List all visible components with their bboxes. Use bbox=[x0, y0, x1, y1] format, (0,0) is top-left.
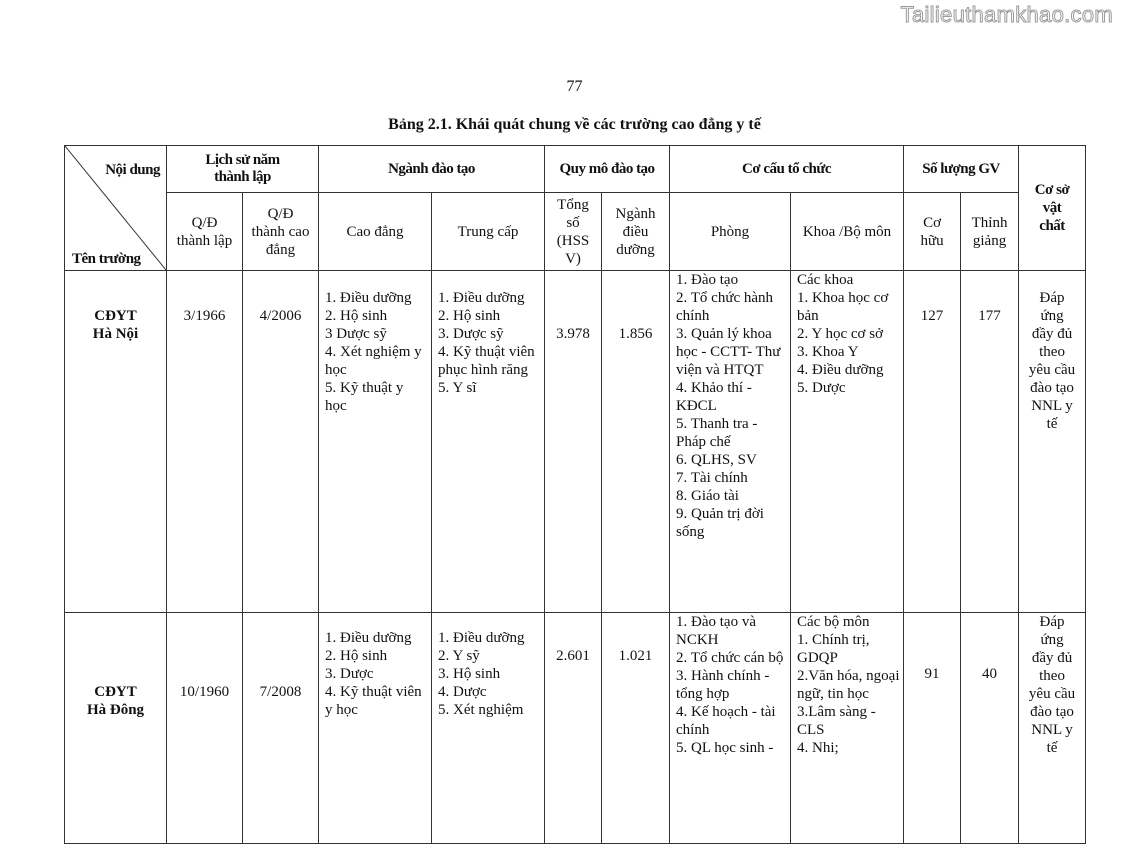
list-line: ứng bbox=[1040, 632, 1064, 648]
trung-cap-header: Trung cấp bbox=[432, 193, 545, 271]
co-so-vat-chat-header bbox=[1019, 146, 1086, 271]
list-line: 5. Dược bbox=[797, 380, 846, 396]
list-line: CĐYT bbox=[94, 308, 137, 324]
list-line: điều bbox=[622, 223, 649, 240]
list-line: tế bbox=[1046, 740, 1058, 756]
list-line: Q/Đ bbox=[191, 214, 218, 231]
cao-dang-list bbox=[319, 271, 432, 613]
list-line: 5. Xét nghiệm bbox=[438, 702, 524, 718]
phong-list bbox=[670, 271, 791, 613]
thinh-giang-value: 177 bbox=[961, 271, 1019, 613]
list-line: chất bbox=[1039, 218, 1065, 234]
list-line: ứng bbox=[1040, 308, 1064, 324]
list-line: 1. Điều dưỡng bbox=[438, 290, 525, 306]
list-line: dưỡng bbox=[616, 241, 655, 258]
list-line: Các khoa bbox=[797, 272, 854, 288]
list-line: 4. Kế hoạch - tài chính bbox=[676, 704, 776, 738]
list-line: 2. Tổ chức cán bộ bbox=[676, 650, 784, 666]
list-line: đào tạo bbox=[1030, 380, 1074, 396]
list-line: NNL y bbox=[1031, 722, 1073, 738]
list-line: CĐYT bbox=[94, 684, 137, 700]
list-line: 4. Kỹ thuật viên phục hình răng bbox=[438, 344, 535, 378]
cao-dang-list bbox=[319, 613, 432, 844]
list-line: 4. Khảo thí - KĐCL bbox=[676, 380, 752, 414]
list-line: đầy đủ bbox=[1031, 650, 1073, 666]
list-line: 2. Hộ sinh bbox=[325, 308, 388, 324]
list-line: Hà Nội bbox=[92, 326, 139, 342]
list-line: Đáp bbox=[1039, 614, 1065, 630]
list-line: yêu cầu bbox=[1028, 362, 1076, 378]
list-line: vật bbox=[1042, 200, 1062, 216]
tong-so-header bbox=[545, 193, 602, 271]
list-line: 4. Xét nghiệm y học bbox=[325, 344, 422, 378]
nganh-dao-tao-header: Ngành đào tạo bbox=[319, 146, 545, 193]
qd-cao-dang-header bbox=[243, 193, 319, 271]
qd-cao-dang-value: 7/2008 bbox=[243, 613, 319, 844]
school-name bbox=[65, 613, 167, 844]
list-line: 1. Điều dưỡng bbox=[438, 630, 525, 646]
list-line: 3. Hộ sinh bbox=[438, 666, 501, 682]
cao-dang-header: Cao đẳng bbox=[319, 193, 432, 271]
ten-truong-label: Tên trường bbox=[72, 251, 141, 267]
list-line: Ngành bbox=[615, 205, 656, 222]
list-line: hữu bbox=[920, 232, 944, 249]
list-line: Tổng bbox=[557, 196, 589, 213]
co-so-value bbox=[1019, 613, 1086, 844]
list-line: 1. Điều dưỡng bbox=[325, 630, 412, 646]
so-luong-gv-header: Số lượng GV bbox=[904, 146, 1019, 193]
watermark: Tailieuthamkhao.com bbox=[900, 2, 1113, 27]
list-line: 4. Kỹ thuật viên y học bbox=[325, 684, 422, 718]
school-name bbox=[65, 271, 167, 613]
co-cau-header: Cơ cấu tổ chức bbox=[670, 146, 904, 193]
list-line: 4. Nhi; bbox=[797, 740, 839, 756]
list-line: số bbox=[566, 214, 580, 231]
list-line: 4. Dược bbox=[438, 684, 487, 700]
quy-mo-header: Quy mô đào tạo bbox=[545, 146, 670, 193]
list-line: đầy đủ bbox=[1031, 326, 1073, 342]
tong-so-value: 3.978 bbox=[545, 271, 602, 613]
thinh-giang-header bbox=[961, 193, 1019, 271]
list-line: Cơ sở bbox=[1034, 182, 1070, 198]
list-line: 5. QL học sinh - bbox=[676, 740, 774, 756]
khoa-bo-mon-header: Khoa /Bộ môn bbox=[791, 193, 904, 271]
list-line: 1. Chính trị, GDQP bbox=[797, 632, 870, 666]
trung-cap-list bbox=[432, 613, 545, 844]
list-line: 2. Hộ sinh bbox=[438, 308, 501, 324]
table-row bbox=[65, 271, 1086, 613]
list-line: NNL y bbox=[1031, 398, 1073, 414]
list-line: Đáp bbox=[1039, 290, 1065, 306]
list-line: 1. Khoa học cơ bản bbox=[797, 290, 889, 324]
list-line: 3. Dược sỹ bbox=[438, 326, 504, 342]
noi-dung-label: Nội dung bbox=[105, 162, 160, 178]
list-line: 5. Kỹ thuật y học bbox=[325, 380, 404, 414]
list-line: 5. Y sĩ bbox=[438, 380, 477, 396]
list-line: 1. Đào tạo và NCKH bbox=[676, 614, 756, 648]
list-line: 2. Y học cơ sở bbox=[797, 326, 884, 342]
qd-thanh-lap-header bbox=[167, 193, 243, 271]
table-caption: Bảng 2.1. Khái quát chung về các trường cao đẳng y tế bbox=[388, 116, 761, 133]
list-line: theo bbox=[1039, 668, 1065, 684]
list-line: Cơ bbox=[923, 214, 941, 231]
co-huu-value: 127 bbox=[904, 271, 961, 613]
list-line: (HSS bbox=[556, 232, 590, 249]
list-line: 1. Điều dưỡng bbox=[325, 290, 412, 306]
list-line: 2. Hộ sinh bbox=[325, 648, 388, 664]
list-line: đẳng bbox=[265, 241, 296, 258]
phong-header: Phòng bbox=[670, 193, 791, 271]
list-line: tế bbox=[1046, 416, 1058, 432]
dieu-duong-value: 1.021 bbox=[602, 613, 670, 844]
dieu-duong-value: 1.856 bbox=[602, 271, 670, 613]
list-line: 9. Quản trị đời sống bbox=[676, 506, 764, 540]
list-line: đào tạo bbox=[1030, 704, 1074, 720]
list-line: 1. Đào tạo bbox=[676, 272, 739, 288]
list-line: Q/Đ bbox=[267, 205, 294, 222]
khoa-list bbox=[791, 271, 904, 613]
list-line: 6. QLHS, SV bbox=[676, 452, 757, 468]
list-line: 2. Y sỹ bbox=[438, 648, 480, 664]
nganh-dieu-duong-header bbox=[602, 193, 670, 271]
qd-thanh-lap-value: 3/1966 bbox=[167, 271, 243, 613]
list-line: thành lập bbox=[176, 232, 233, 249]
co-huu-header bbox=[904, 193, 961, 271]
list-line: 4. Điều dưỡng bbox=[797, 362, 884, 378]
list-line: 2.Văn hóa, ngoại ngữ, tin học bbox=[797, 668, 900, 702]
list-line: 3. Khoa Y bbox=[797, 344, 859, 360]
list-line: Thỉnh bbox=[971, 214, 1008, 231]
khoa-list bbox=[791, 613, 904, 844]
schools-table bbox=[64, 145, 1086, 844]
list-line: 3.Lâm sàng - CLS bbox=[797, 704, 876, 738]
list-line: 8. Giáo tài bbox=[676, 488, 739, 504]
list-line: giảng bbox=[972, 232, 1007, 249]
list-line: 3. Quản lý khoa học - CCTT- Thư viện và HTQT bbox=[676, 326, 781, 378]
list-line: thành cao bbox=[251, 223, 310, 240]
co-so-value bbox=[1019, 271, 1086, 613]
qd-thanh-lap-value: 10/1960 bbox=[167, 613, 243, 844]
page-number: 77 bbox=[566, 78, 583, 95]
lich-su-header: Lịch sử năm thành lập bbox=[167, 146, 319, 193]
list-line: 3. Hành chính - tổng hợp bbox=[676, 668, 770, 702]
diagonal-header-cell bbox=[65, 146, 167, 271]
list-line: 3. Dược bbox=[325, 666, 374, 682]
table-row bbox=[65, 613, 1086, 844]
list-line: 5. Thanh tra - Pháp chế bbox=[676, 416, 758, 450]
list-line: 7. Tài chính bbox=[676, 470, 748, 486]
tong-so-value: 2.601 bbox=[545, 613, 602, 844]
phong-list bbox=[670, 613, 791, 844]
thinh-giang-value: 40 bbox=[961, 613, 1019, 844]
list-line: 2. Tổ chức hành chính bbox=[676, 290, 774, 324]
list-line: yêu cầu bbox=[1028, 686, 1076, 702]
qd-cao-dang-value: 4/2006 bbox=[243, 271, 319, 613]
list-line: V) bbox=[565, 250, 581, 267]
list-line: theo bbox=[1039, 344, 1065, 360]
list-line: 3 Dược sỹ bbox=[325, 326, 387, 342]
list-line: Các bộ môn bbox=[797, 614, 870, 630]
trung-cap-list bbox=[432, 271, 545, 613]
co-huu-value: 91 bbox=[904, 613, 961, 844]
list-line: Hà Đông bbox=[86, 702, 145, 718]
